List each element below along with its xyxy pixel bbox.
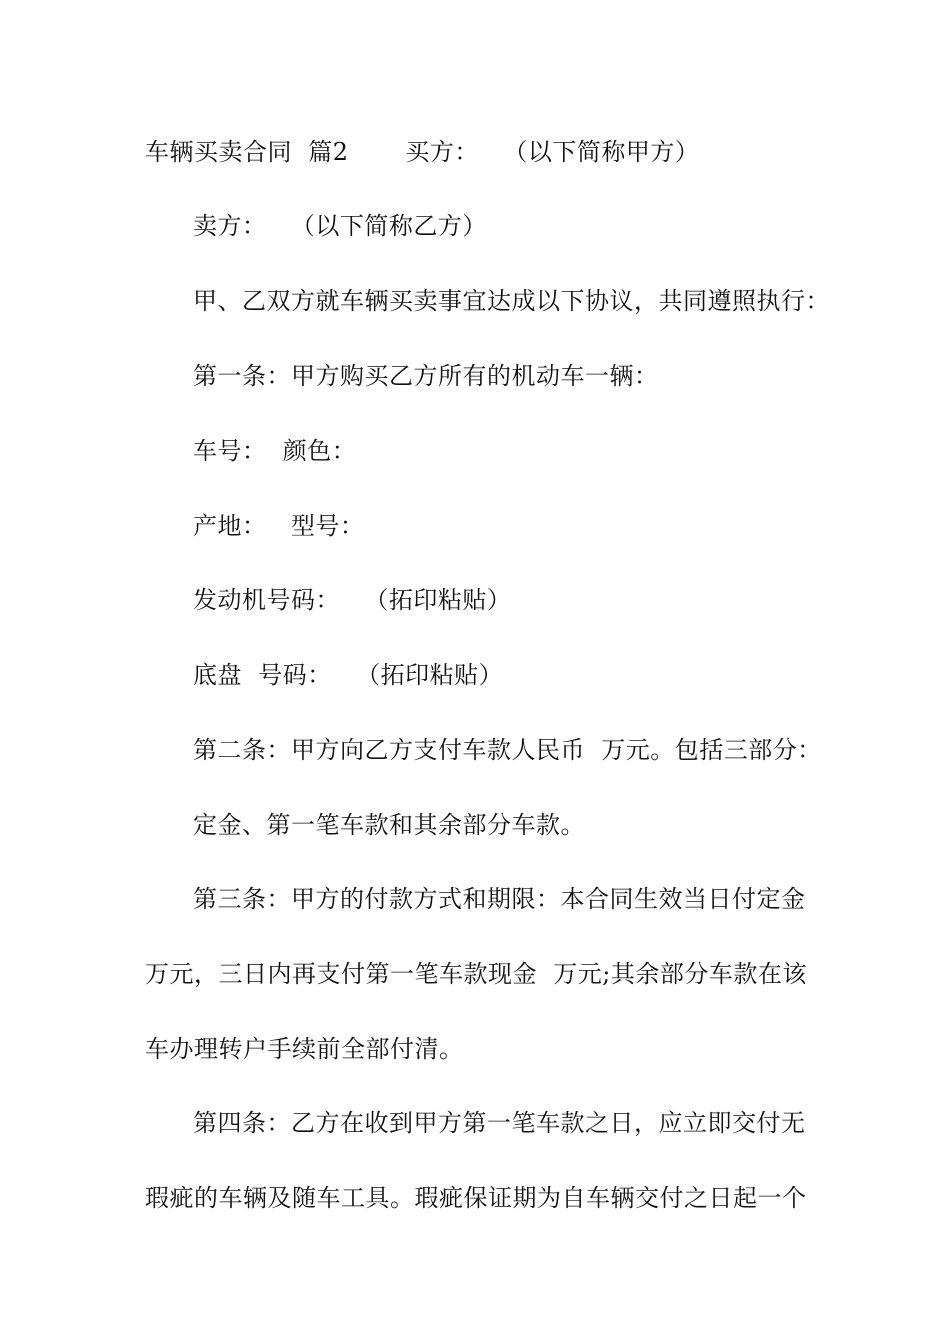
chassis-number-line: 底盘 号码： （拓印粘贴） — [193, 661, 504, 689]
agreement-intro-line: 甲、乙双方就车辆买卖事宜达成以下协议，共同遵照执行： — [193, 287, 830, 315]
article-4-line: 第四条：乙方在收到甲方第一笔车款之日，应立即交付无 — [193, 1109, 806, 1137]
origin-model-line: 产地： 型号： — [193, 512, 365, 540]
article-3-line: 第三条：甲方的付款方式和期限：本合同生效当日付定金 — [193, 885, 806, 913]
article-1-line: 第一条：甲方购买乙方所有的机动车一辆： — [193, 362, 659, 390]
article-4-continued-line: 瑕疵的车辆及随车工具。瑕疵保证期为自车辆交付之日起一个 — [145, 1184, 807, 1212]
seller-line: 卖方： （以下简称乙方） — [193, 212, 487, 240]
article-3-continued-line: 万元，三日内再支付第一笔车款现金 万元;其余部分车款在该 — [145, 960, 807, 988]
article-2-continued-line: 定金、第一笔车款和其余部分车款。 — [193, 811, 585, 839]
plate-color-line: 车号： 颜色： — [193, 437, 357, 465]
article-3-end-line: 车办理转户手续前全部付清。 — [145, 1035, 464, 1063]
article-2-line: 第二条：甲方向乙方支付车款人民币 万元。包括三部分： — [193, 736, 822, 764]
engine-number-line: 发动机号码： （拓印粘贴） — [193, 586, 512, 614]
contract-title-line: 车辆买卖合同 篇2 买方： （以下简称甲方） — [145, 138, 700, 166]
